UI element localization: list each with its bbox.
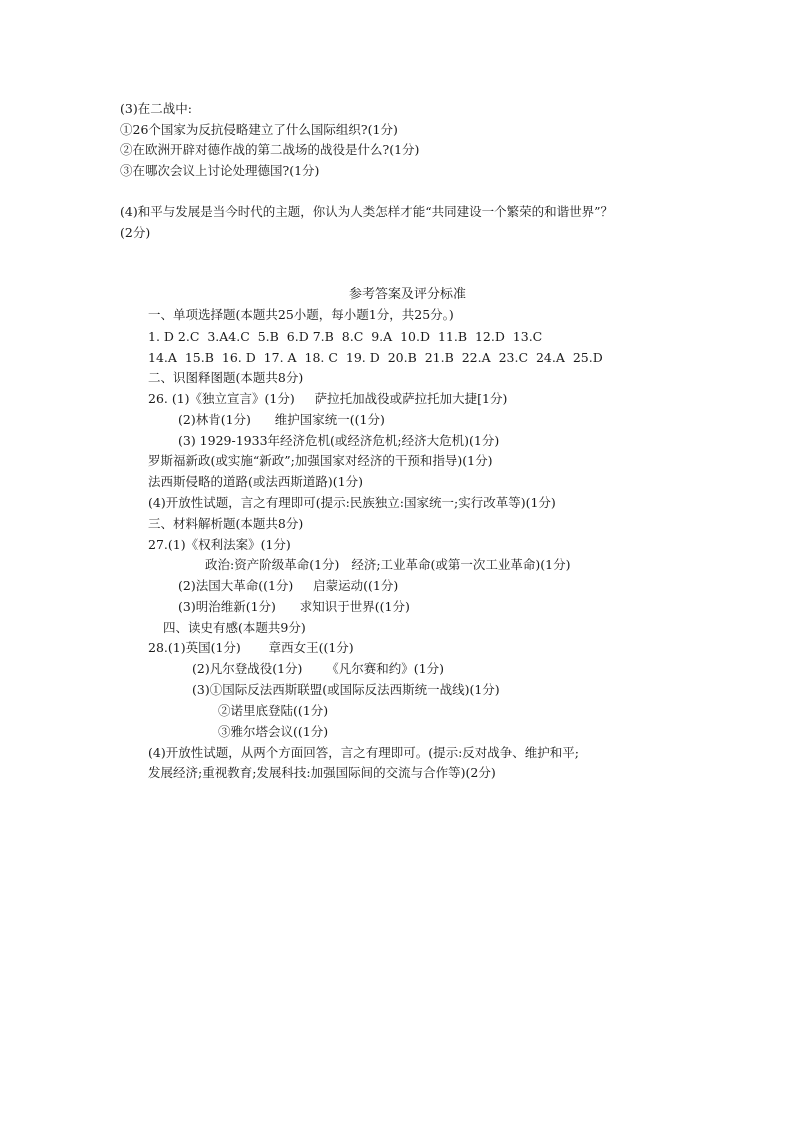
section-3-heading: 三、材料解析题(本题共8分) (148, 516, 304, 531)
answer-28-4: (4)开放性试题，从两个方面回答，言之有理即可。(提示:反对战争、维护和平; (148, 745, 580, 760)
answer-28-1: 28.(1)英国(1分) 章西女王((1分) (148, 640, 354, 655)
question-4-line-2: (2分) (120, 225, 151, 240)
answer-28-4-continued: 发展经济;重视教育;发展科技:加强国际间的交流与合作等)(2分) (148, 765, 496, 780)
section-1-answers-row-1: 1. D 2.C 3.A4.C 5.B 6.D 7.B 8.C 9.A 10.D 11.B 12.D 13.C (148, 329, 543, 344)
answer-26-4: (4)开放性试题，言之有理即可(提示:民族独立:国家统一;实行改革等)(1分) (148, 495, 556, 510)
question-3-item-3: ③在哪次会议上讨论处理德国?(1分) (120, 163, 320, 178)
answer-27-1: 27.(1)《权利法案》(1分) (148, 537, 291, 552)
question-3-heading: (3)在二战中: (120, 101, 192, 116)
answer-key-title: 参考答案及评分标准 (349, 287, 467, 302)
section-1-answers-row-2: 14.A 15.B 16. D 17. A 18. C 19. D 20.B 21.B 22.A 23.C 24.A 25.D (148, 350, 603, 365)
answer-26-2: (2)林肯(1分) 维护国家统一((1分) (178, 412, 385, 427)
question-4-line-1: (4)和平与发展是当今时代的主题，你认为人类怎样才能“共同建设一个繁荣的和谐世界”？ (120, 204, 613, 219)
answer-26-3: (3) 1929-1933年经济危机(或经济危机;经济大危机)(1分) (178, 433, 500, 448)
answer-28-3-item-3: ③雅尔塔会议((1分) (218, 724, 329, 739)
question-3-item-1: ①26个国家为反抗侵略建立了什么国际组织?(1分) (120, 122, 398, 137)
answer-28-3: (3)①国际反法西斯联盟(或国际反法西斯统一战线)(1分) (192, 682, 500, 697)
section-1-heading: 一、单项选择题(本题共25小题，每小题1分，共25分。) (148, 307, 454, 322)
answer-26-3-continued-2: 法西斯侵略的道路(或法西斯道路)(1分) (148, 474, 363, 489)
question-3-item-2: ②在欧洲开辟对德作战的第二战场的战役是什么?(1分) (120, 142, 420, 157)
answer-28-3-item-2: ②诺里底登陆((1分) (218, 703, 329, 718)
answer-27-1-continued: 政治:资产阶级革命(1分) 经济;工业革命(或第一次工业革命)(1分) (205, 557, 571, 572)
answer-26-1: 26. (1)《独立宣言》(1分) 萨拉托加战役或萨拉托加大捷[1分) (148, 391, 508, 406)
section-4-heading: 四、读史有感(本题共9分) (163, 620, 306, 635)
answer-28-2: (2)凡尔登战役(1分) 《凡尔赛和约》(1分) (192, 661, 444, 676)
section-2-heading: 二、识图释图题(本题共8分) (148, 370, 304, 385)
answer-27-3: (3)明治维新(1分) 求知识于世界((1分) (178, 599, 410, 614)
answer-27-2: (2)法国大革命((1分) 启蒙运动((1分) (178, 578, 399, 593)
answer-26-3-continued: 罗斯福新政(或实施“新政”;加强国家对经济的干预和指导)(1分) (148, 453, 493, 468)
